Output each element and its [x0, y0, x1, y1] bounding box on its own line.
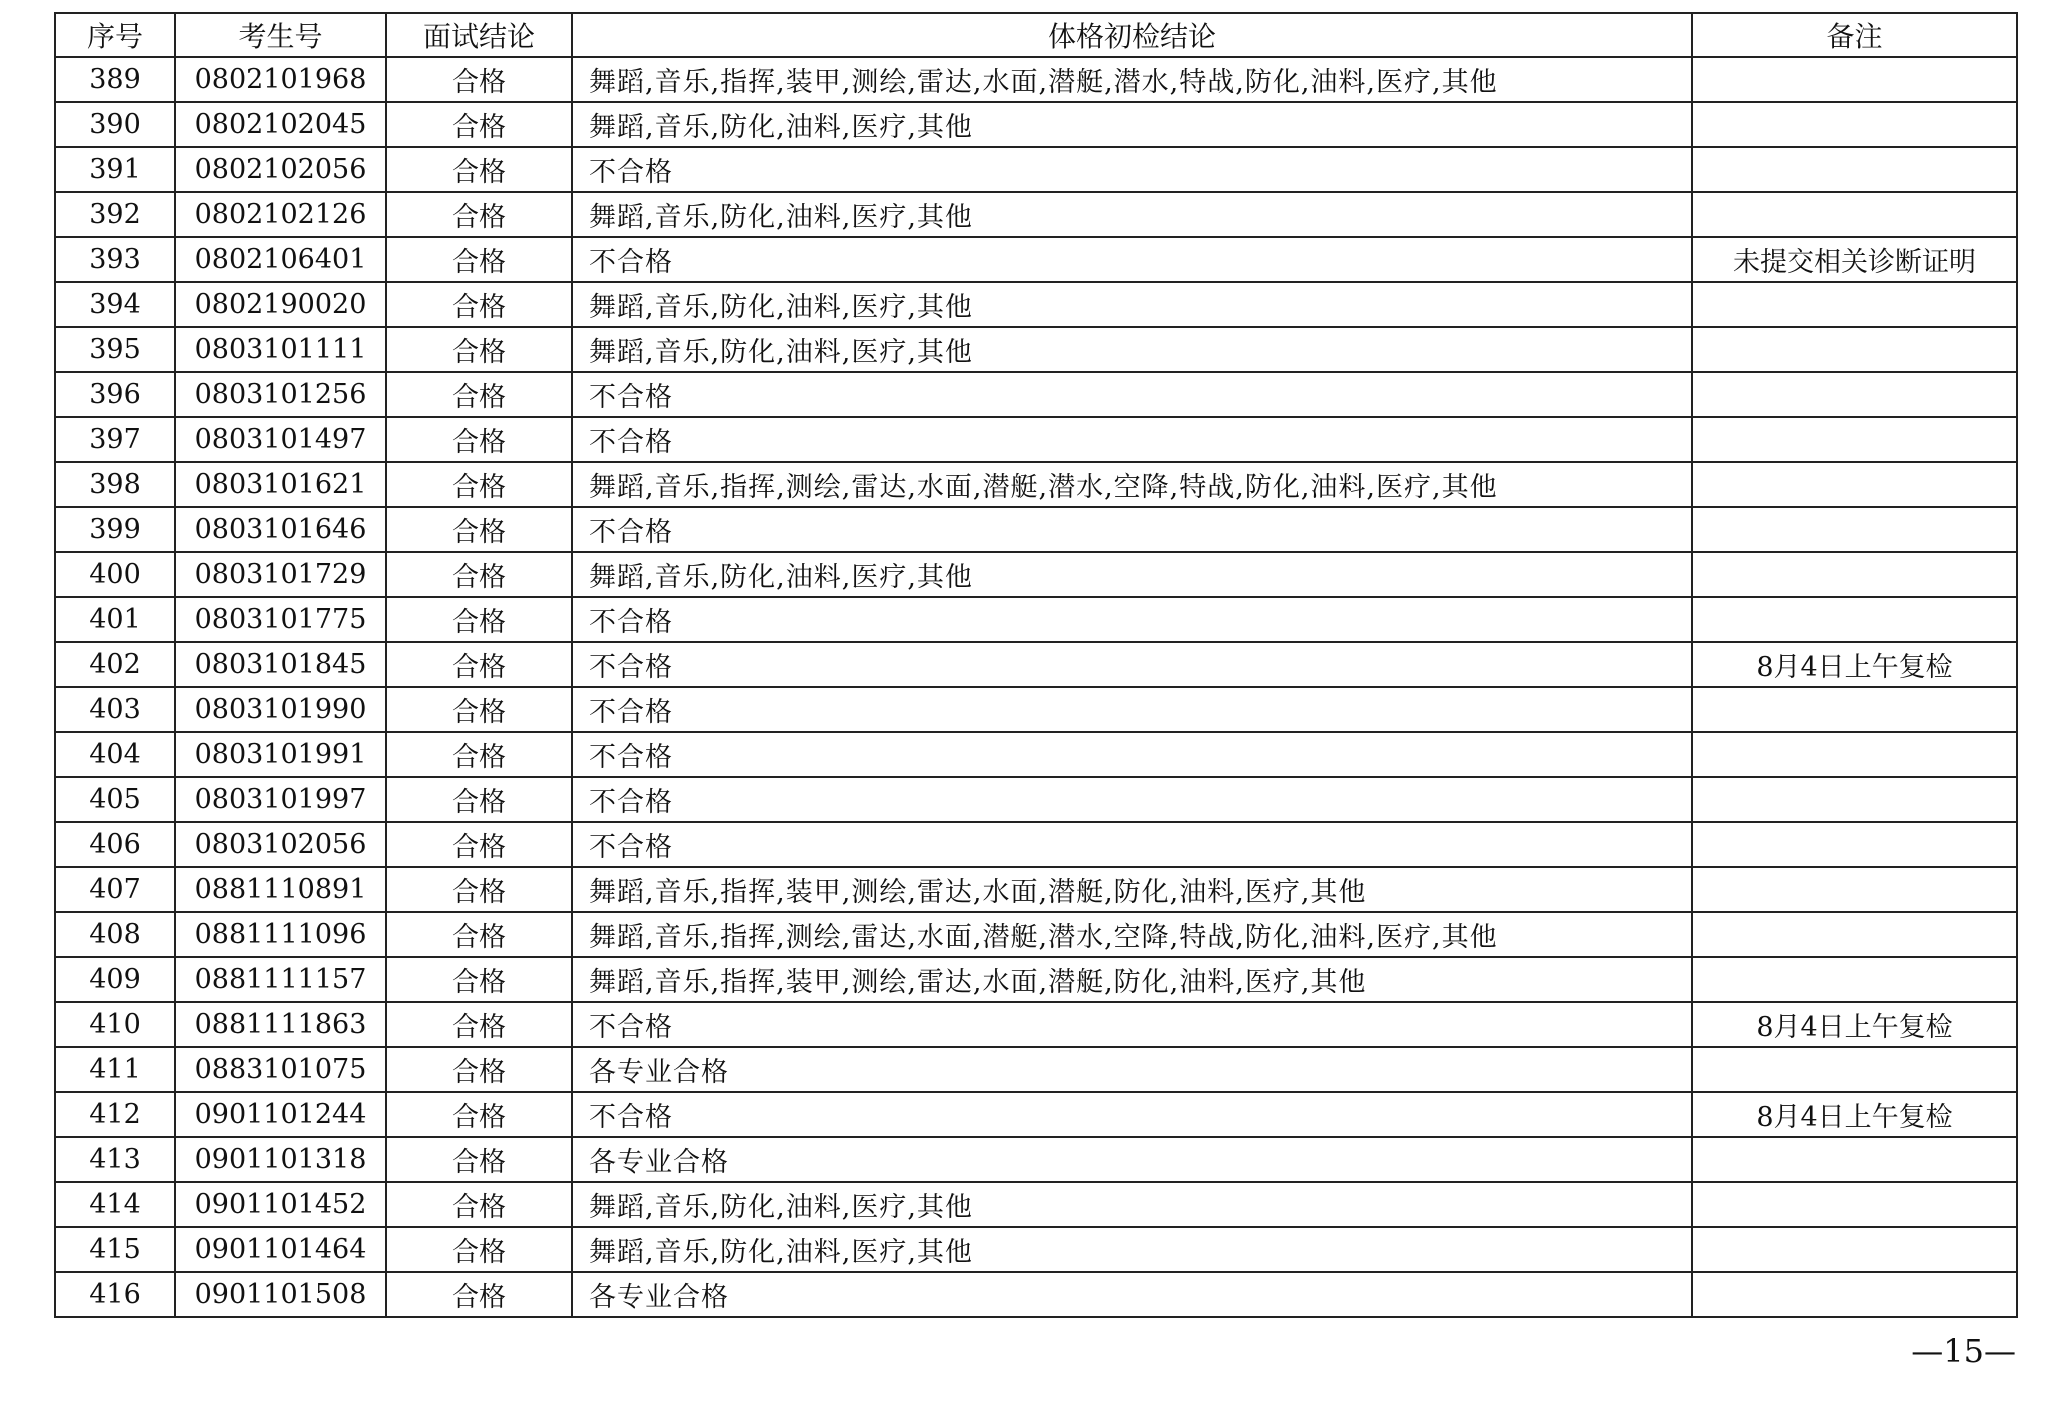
remarks-cell — [1692, 417, 2017, 462]
results-table — [54, 12, 2018, 1318]
remarks-cell — [1692, 462, 2017, 507]
table-row — [55, 102, 2017, 147]
page-number: —15— — [1911, 1332, 2016, 1370]
remarks-cell — [1692, 327, 2017, 372]
candidate-id-cell: 0803102056 — [175, 822, 386, 867]
seq-cell: 414 — [55, 1182, 175, 1227]
remarks-cell: 8月4日上午复检 — [1692, 642, 2017, 687]
physical-result-cell: 各专业合格 — [572, 1137, 1692, 1182]
candidate-id-cell: 0901101464 — [175, 1227, 386, 1272]
remarks-cell — [1692, 1047, 2017, 1092]
interview-result-cell: 合格 — [386, 1272, 572, 1317]
seq-cell: 393 — [55, 237, 175, 282]
table-row — [55, 147, 2017, 192]
candidate-id-cell: 0803101990 — [175, 687, 386, 732]
seq-cell: 395 — [55, 327, 175, 372]
seq-cell: 396 — [55, 372, 175, 417]
physical-result-cell: 不合格 — [572, 642, 1692, 687]
interview-result-cell: 合格 — [386, 777, 572, 822]
interview-result-cell: 合格 — [386, 102, 572, 147]
remarks-cell: 8月4日上午复检 — [1692, 1002, 2017, 1047]
interview-result-cell: 合格 — [386, 822, 572, 867]
seq-cell: 411 — [55, 1047, 175, 1092]
remarks-cell — [1692, 282, 2017, 327]
remarks-cell — [1692, 102, 2017, 147]
interview-result-cell: 合格 — [386, 552, 572, 597]
seq-cell: 410 — [55, 1002, 175, 1047]
table-row — [55, 957, 2017, 1002]
physical-result-cell: 舞蹈,音乐,指挥,测绘,雷达,水面,潜艇,潜水,空降,特战,防化,油料,医疗,其他 — [572, 912, 1692, 957]
physical-result-cell: 舞蹈,音乐,指挥,装甲,测绘,雷达,水面,潜艇,防化,油料,医疗,其他 — [572, 957, 1692, 1002]
candidate-id-cell: 0803101997 — [175, 777, 386, 822]
interview-result-cell: 合格 — [386, 237, 572, 282]
physical-result-cell: 不合格 — [572, 417, 1692, 462]
table-row — [55, 57, 2017, 102]
seq-cell: 416 — [55, 1272, 175, 1317]
table-row — [55, 642, 2017, 687]
header-seq: 序号 — [55, 13, 175, 57]
remarks-cell — [1692, 1272, 2017, 1317]
interview-result-cell: 合格 — [386, 957, 572, 1002]
physical-result-cell: 舞蹈,音乐,防化,油料,医疗,其他 — [572, 192, 1692, 237]
interview-result-cell: 合格 — [386, 57, 572, 102]
candidate-id-cell: 0901101452 — [175, 1182, 386, 1227]
interview-result-cell: 合格 — [386, 597, 572, 642]
physical-result-cell: 舞蹈,音乐,指挥,装甲,测绘,雷达,水面,潜艇,防化,油料,医疗,其他 — [572, 867, 1692, 912]
candidate-id-cell: 0881111096 — [175, 912, 386, 957]
candidate-id-cell: 0901101318 — [175, 1137, 386, 1182]
remarks-cell: 8月4日上午复检 — [1692, 1092, 2017, 1137]
table-row — [55, 687, 2017, 732]
table-row — [55, 237, 2017, 282]
interview-result-cell: 合格 — [386, 687, 572, 732]
remarks-cell — [1692, 597, 2017, 642]
interview-result-cell: 合格 — [386, 462, 572, 507]
seq-cell: 397 — [55, 417, 175, 462]
table-row — [55, 552, 2017, 597]
remarks-cell — [1692, 732, 2017, 777]
remarks-cell — [1692, 1227, 2017, 1272]
physical-result-cell: 舞蹈,音乐,防化,油料,医疗,其他 — [572, 102, 1692, 147]
seq-cell: 398 — [55, 462, 175, 507]
remarks-cell — [1692, 867, 2017, 912]
table-row — [55, 1002, 2017, 1047]
seq-cell: 407 — [55, 867, 175, 912]
table-row — [55, 327, 2017, 372]
remarks-cell — [1692, 1137, 2017, 1182]
interview-result-cell: 合格 — [386, 282, 572, 327]
candidate-id-cell: 0802102126 — [175, 192, 386, 237]
seq-cell: 392 — [55, 192, 175, 237]
remarks-cell — [1692, 777, 2017, 822]
header-physical-result: 体格初检结论 — [572, 13, 1692, 57]
remarks-cell — [1692, 57, 2017, 102]
table-row — [55, 822, 2017, 867]
seq-cell: 404 — [55, 732, 175, 777]
interview-result-cell: 合格 — [386, 1137, 572, 1182]
candidate-id-cell: 0803101845 — [175, 642, 386, 687]
candidate-id-cell: 0802102045 — [175, 102, 386, 147]
interview-result-cell: 合格 — [386, 372, 572, 417]
physical-result-cell: 舞蹈,音乐,防化,油料,医疗,其他 — [572, 1227, 1692, 1272]
interview-result-cell: 合格 — [386, 1002, 572, 1047]
candidate-id-cell: 0803101256 — [175, 372, 386, 417]
candidate-id-cell: 0803101111 — [175, 327, 386, 372]
interview-result-cell: 合格 — [386, 1092, 572, 1137]
seq-cell: 402 — [55, 642, 175, 687]
candidate-id-cell: 0802101968 — [175, 57, 386, 102]
physical-result-cell: 舞蹈,音乐,指挥,测绘,雷达,水面,潜艇,潜水,空降,特战,防化,油料,医疗,其他 — [572, 462, 1692, 507]
interview-result-cell: 合格 — [386, 642, 572, 687]
table-row — [55, 867, 2017, 912]
seq-cell: 406 — [55, 822, 175, 867]
interview-result-cell: 合格 — [386, 327, 572, 372]
seq-cell: 391 — [55, 147, 175, 192]
seq-cell: 409 — [55, 957, 175, 1002]
header-row — [55, 13, 2017, 57]
candidate-id-cell: 0881111157 — [175, 957, 386, 1002]
physical-result-cell: 不合格 — [572, 237, 1692, 282]
seq-cell: 401 — [55, 597, 175, 642]
seq-cell: 413 — [55, 1137, 175, 1182]
physical-result-cell: 不合格 — [572, 147, 1692, 192]
seq-cell: 399 — [55, 507, 175, 552]
interview-result-cell: 合格 — [386, 417, 572, 462]
table-row — [55, 1047, 2017, 1092]
remarks-cell — [1692, 957, 2017, 1002]
physical-result-cell: 不合格 — [572, 687, 1692, 732]
table-row — [55, 462, 2017, 507]
seq-cell: 415 — [55, 1227, 175, 1272]
interview-result-cell: 合格 — [386, 147, 572, 192]
candidate-id-cell: 0802190020 — [175, 282, 386, 327]
remarks-cell — [1692, 1182, 2017, 1227]
table-row — [55, 1272, 2017, 1317]
table-row — [55, 1182, 2017, 1227]
physical-result-cell: 不合格 — [572, 732, 1692, 777]
physical-result-cell: 舞蹈,音乐,防化,油料,医疗,其他 — [572, 552, 1692, 597]
interview-result-cell: 合格 — [386, 867, 572, 912]
interview-result-cell: 合格 — [386, 912, 572, 957]
candidate-id-cell: 0802102056 — [175, 147, 386, 192]
physical-result-cell: 不合格 — [572, 1092, 1692, 1137]
table-row — [55, 417, 2017, 462]
remarks-cell — [1692, 507, 2017, 552]
interview-result-cell: 合格 — [386, 507, 572, 552]
remarks-cell — [1692, 687, 2017, 732]
seq-cell: 403 — [55, 687, 175, 732]
table-row — [55, 732, 2017, 777]
remarks-cell — [1692, 822, 2017, 867]
table-row — [55, 507, 2017, 552]
physical-result-cell: 不合格 — [572, 777, 1692, 822]
header-interview-result: 面试结论 — [386, 13, 572, 57]
table-row — [55, 777, 2017, 822]
seq-cell: 390 — [55, 102, 175, 147]
table-row — [55, 1092, 2017, 1137]
header-candidate-id: 考生号 — [175, 13, 386, 57]
physical-result-cell: 各专业合格 — [572, 1047, 1692, 1092]
seq-cell: 408 — [55, 912, 175, 957]
physical-result-cell: 不合格 — [572, 1002, 1692, 1047]
candidate-id-cell: 0803101729 — [175, 552, 386, 597]
candidate-id-cell: 0883101075 — [175, 1047, 386, 1092]
table-row — [55, 282, 2017, 327]
table-row — [55, 1227, 2017, 1272]
remarks-cell — [1692, 372, 2017, 417]
candidate-id-cell: 0803101646 — [175, 507, 386, 552]
table-row — [55, 912, 2017, 957]
remarks-cell: 未提交相关诊断证明 — [1692, 237, 2017, 282]
table-row — [55, 192, 2017, 237]
seq-cell: 405 — [55, 777, 175, 822]
physical-result-cell: 各专业合格 — [572, 1272, 1692, 1317]
physical-result-cell: 不合格 — [572, 822, 1692, 867]
physical-result-cell: 舞蹈,音乐,防化,油料,医疗,其他 — [572, 1182, 1692, 1227]
candidate-id-cell: 0803101621 — [175, 462, 386, 507]
remarks-cell — [1692, 552, 2017, 597]
physical-result-cell: 舞蹈,音乐,防化,油料,医疗,其他 — [572, 282, 1692, 327]
physical-result-cell: 舞蹈,音乐,防化,油料,医疗,其他 — [572, 327, 1692, 372]
table-row — [55, 1137, 2017, 1182]
table-row — [55, 597, 2017, 642]
candidate-id-cell: 0901101508 — [175, 1272, 386, 1317]
physical-result-cell: 舞蹈,音乐,指挥,装甲,测绘,雷达,水面,潜艇,潜水,特战,防化,油料,医疗,其他 — [572, 57, 1692, 102]
remarks-cell — [1692, 192, 2017, 237]
interview-result-cell: 合格 — [386, 1227, 572, 1272]
table-body — [55, 57, 2017, 1317]
seq-cell: 400 — [55, 552, 175, 597]
candidate-id-cell: 0881110891 — [175, 867, 386, 912]
interview-result-cell: 合格 — [386, 732, 572, 777]
physical-result-cell: 不合格 — [572, 507, 1692, 552]
interview-result-cell: 合格 — [386, 1047, 572, 1092]
seq-cell: 394 — [55, 282, 175, 327]
header-remarks: 备注 — [1692, 13, 2017, 57]
candidate-id-cell: 0803101775 — [175, 597, 386, 642]
physical-result-cell: 不合格 — [572, 372, 1692, 417]
remarks-cell — [1692, 912, 2017, 957]
interview-result-cell: 合格 — [386, 1182, 572, 1227]
candidate-id-cell: 0881111863 — [175, 1002, 386, 1047]
seq-cell: 412 — [55, 1092, 175, 1137]
interview-result-cell: 合格 — [386, 192, 572, 237]
physical-result-cell: 不合格 — [572, 597, 1692, 642]
candidate-id-cell: 0802106401 — [175, 237, 386, 282]
candidate-id-cell: 0803101991 — [175, 732, 386, 777]
seq-cell: 389 — [55, 57, 175, 102]
candidate-id-cell: 0901101244 — [175, 1092, 386, 1137]
table-row — [55, 372, 2017, 417]
remarks-cell — [1692, 147, 2017, 192]
candidate-id-cell: 0803101497 — [175, 417, 386, 462]
